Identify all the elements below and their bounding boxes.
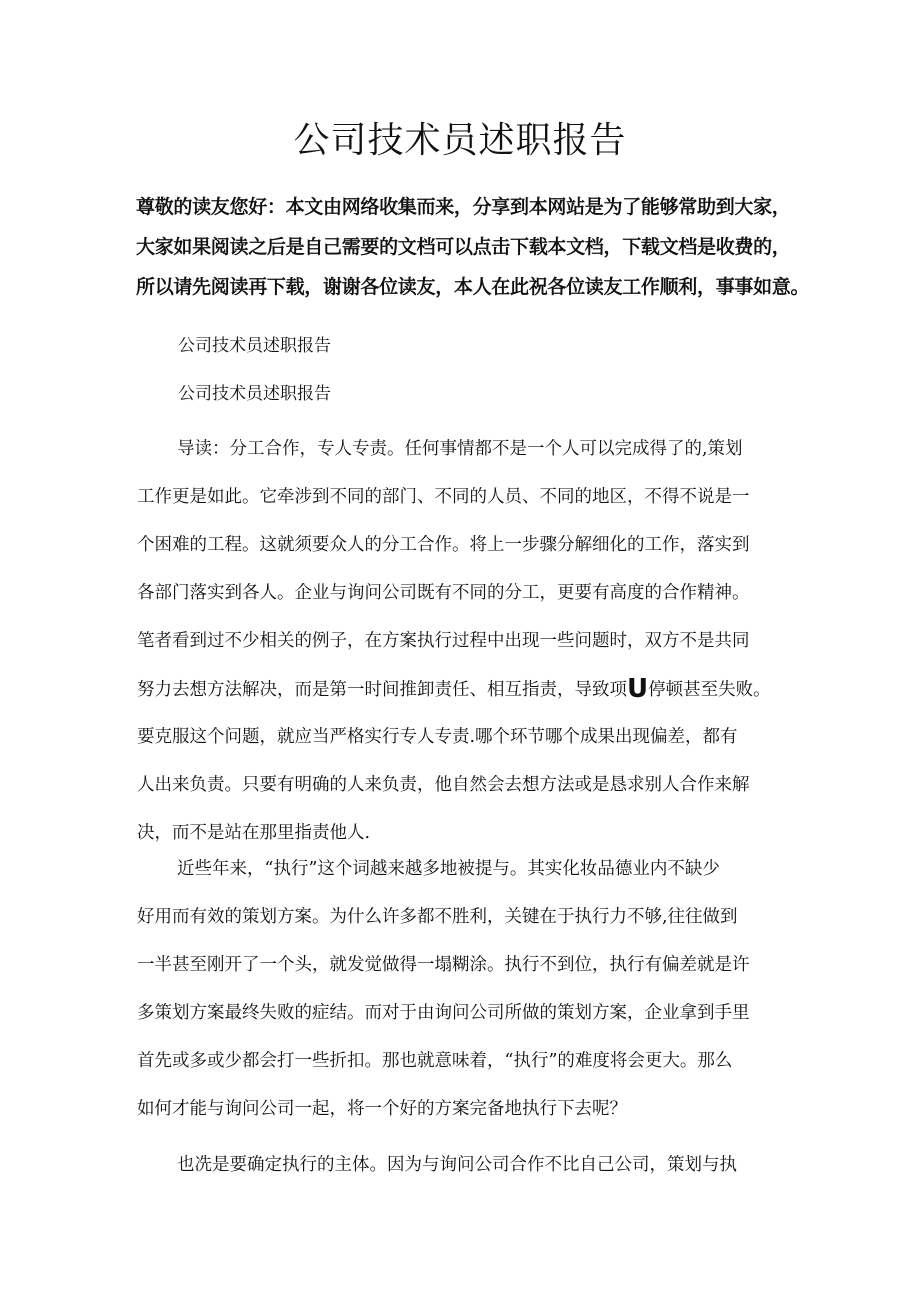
paragraph-line: 人出来负责。只要有明确的人来负责，他自然会去想方法或是恳求别人合作来解 <box>137 775 750 795</box>
paragraph-line-part: 停顿甚至失败。 <box>648 680 771 700</box>
paragraph-line: 好用而有效的策划方案。为什么许多都不胜利，关键在于执行力不够,往往做到 <box>137 907 738 927</box>
document-title: 公司技术员述职报告 <box>293 120 627 161</box>
paragraph-2 <box>137 845 787 1133</box>
notice-line: 所以请先阅读再下载，谢谢各位读友，本人在此祝各位读友工作顺利，事事如意。 <box>136 276 810 298</box>
paragraph-line: 也冼是要确定执行的主体。因为与询问公司合作不比自己公司，策划与执 <box>177 1155 737 1175</box>
paragraph-line: 一半甚至刚开了一个头，就发觉做得一塌糊涂。执行不到位，执行有偏差就是许 <box>137 955 750 975</box>
paragraph-line: 各部门落实到各人。企业与询问公司既有不同的分工，更要有高度的合作精神。 <box>137 583 750 603</box>
paragraph-line: 导读：分工合作，专人专责。任何事情都不是一个人可以完成得了的,策划 <box>177 439 743 459</box>
paragraph-line-part: 努力去想方法解决，而是第一时间推卸责任、相互指责，导致项 <box>137 680 627 700</box>
notice-line: 大家如果阅读之后是自己需要的文档可以点击下载本文档，下载文档是收费的， <box>136 236 791 258</box>
notice-line: 尊敬的读友您好：本文由网络收集而来，分享到本网站是为了能够常助到大家， <box>136 196 791 218</box>
paragraph-line <box>137 665 787 713</box>
paragraph-line: 多策划方案最终失败的症结。而对于由询问公司所做的策划方案，企业拿到手里 <box>137 1003 750 1023</box>
paragraph-3 <box>137 1141 787 1189</box>
paragraph-line: 首先或多或少都会打一些折扣。那也就意味着，“执行”的难度将会更大。那么 <box>137 1051 733 1071</box>
subtitle-1: 公司技术员述职报告 <box>178 336 331 356</box>
paragraph-line: 工作更是如此。它牵涉到不同的部门、不同的人员、不同的地区，不得不说是一 <box>137 487 750 507</box>
paragraph-line: 决，而不是站在那里指责他人. <box>137 823 371 843</box>
paragraph-1 <box>137 425 787 857</box>
oversized-glyph: U <box>627 674 649 704</box>
paragraph-line: 个困难的工程。这就须要众人的分工合作。将上一步骤分解细化的工作，落实到 <box>137 535 750 555</box>
paragraph-line: 要克服这个问题，就应当严格实行专人专责.哪个环节哪个成果出现偏差，都有 <box>137 727 738 747</box>
subtitle-2: 公司技术员述职报告 <box>178 384 331 404</box>
download-notice <box>136 187 810 307</box>
paragraph-line: 笔者看到过不少相关的例子，在方案执行过程中出现一些问题时，双方不是共同 <box>137 631 750 651</box>
paragraph-line: 近些年来，“执行”这个词越来越多地被提与。其实化妆品德业内不缺少 <box>177 859 720 879</box>
paragraph-line: 如何才能与询问公司一起，将一个好的方案完备地执行下去呢？ <box>137 1099 627 1119</box>
